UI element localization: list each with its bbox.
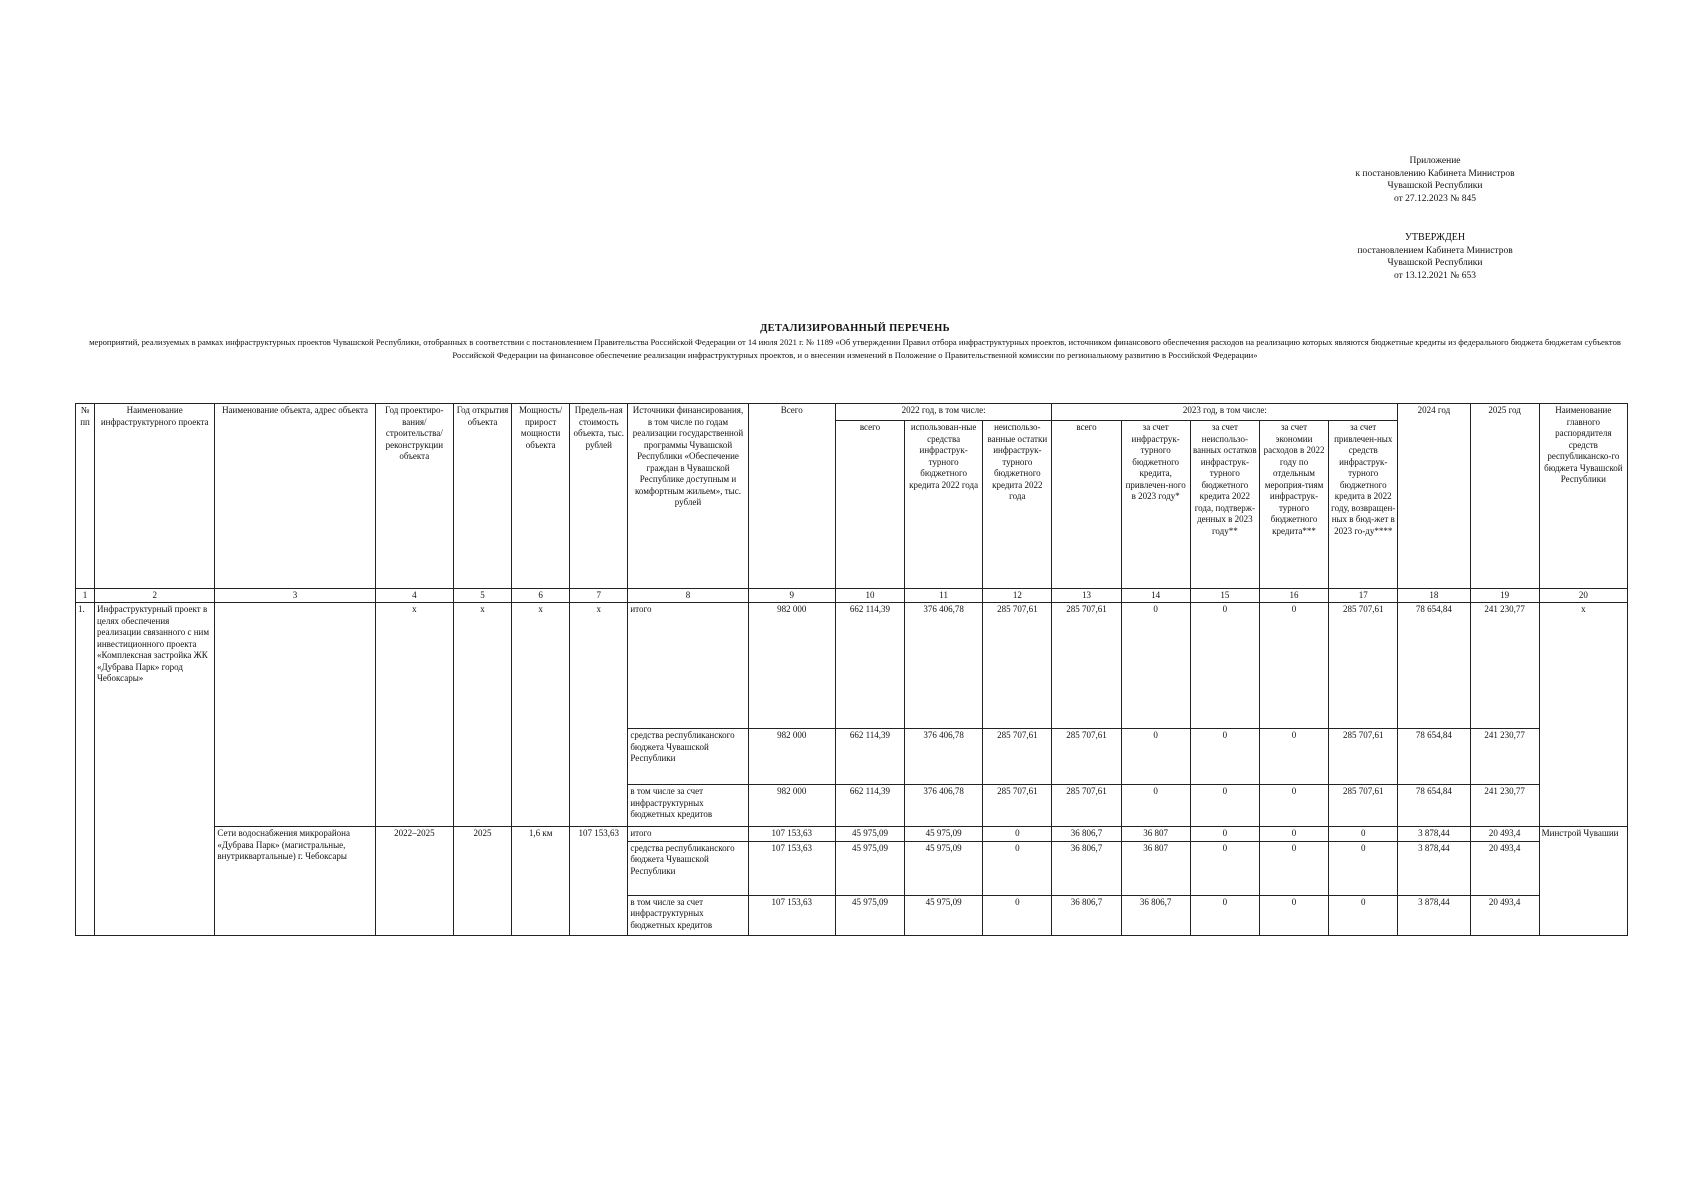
value-cell: 20 493,4 (1470, 895, 1539, 935)
table-row (76, 827, 1628, 842)
column-number: 4 (375, 589, 453, 603)
column-number: 19 (1470, 589, 1539, 603)
appendix-line: к постановлению Кабинета Министров (1355, 168, 1515, 179)
column-number: 17 (1329, 589, 1398, 603)
appendix-block (1290, 155, 1580, 205)
value-cell: 3 878,44 (1398, 841, 1470, 895)
value-cell: 285 707,61 (1052, 785, 1121, 827)
approved-heading: УТВЕРЖДЕН (1404, 232, 1466, 243)
value-cell: 0 (1329, 895, 1398, 935)
column-number: 13 (1052, 589, 1121, 603)
header-cell: Мощность/ прирост мощности объекта (512, 404, 570, 589)
value-cell: 0 (1259, 729, 1328, 785)
value-cell: 285 707,61 (983, 785, 1052, 827)
column-number: 9 (748, 589, 835, 603)
funding-source: средства республиканского бюджета Чувашской Республики (628, 729, 748, 785)
value-cell: 0 (983, 841, 1052, 895)
value-cell: 376 406,78 (905, 603, 983, 729)
column-number: 2 (95, 589, 215, 603)
value-cell: 78 654,84 (1398, 603, 1470, 729)
project-number: 1. (76, 603, 95, 936)
max-cost: 107 153,63 (570, 827, 628, 936)
approved-line: Чувашской Республики (1387, 258, 1483, 268)
funding-source: в том числе за счет инфраструктурных бюджетных кредитов (628, 785, 748, 827)
approved-block (1290, 232, 1580, 282)
value-cell: 107 153,63 (748, 841, 835, 895)
value-cell: 45 975,09 (835, 841, 904, 895)
document-title: ДЕТАЛИЗИРОВАННЫЙ ПЕРЕЧЕНЬ (760, 323, 950, 334)
value-cell: 45 975,09 (905, 895, 983, 935)
column-number: 15 (1190, 589, 1259, 603)
column-number: 1 (76, 589, 95, 603)
value-cell: 20 493,4 (1470, 827, 1539, 842)
manager: х (1539, 603, 1627, 827)
value-cell: 241 230,77 (1470, 603, 1539, 729)
funding-source: средства республиканского бюджета Чувашской Республики (628, 841, 748, 895)
value-cell: 0 (1190, 841, 1259, 895)
value-cell: 0 (1329, 827, 1398, 842)
year-design: 2022–2025 (375, 827, 453, 936)
column-number: 11 (905, 589, 983, 603)
value-cell: 0 (1190, 729, 1259, 785)
value-cell: 285 707,61 (1052, 729, 1121, 785)
header-cell-2022: 2022 год, в том числе: (835, 404, 1052, 421)
column-number: 14 (1121, 589, 1190, 603)
object-name: Сети водоснабжения микрорайона «Дубрава Парк» (магистральные, внутриквартальные) г. Чебоксары (215, 827, 375, 936)
value-cell: 982 000 (748, 729, 835, 785)
year-design: х (375, 603, 453, 827)
appendix-line: от 27.12.2023 № 845 (1394, 193, 1476, 204)
table-row (76, 603, 1628, 729)
value-cell: 0 (1259, 603, 1328, 729)
header-cell: Наименование инфраструктурного проекта (95, 404, 215, 589)
value-cell: 45 975,09 (905, 841, 983, 895)
approved-line: постановлением Кабинета Министров (1357, 245, 1513, 256)
value-cell: 0 (983, 827, 1052, 842)
header-cell: Предель-ная стоимость объекта, тыс. рублей (570, 404, 628, 589)
value-cell: 0 (1329, 841, 1398, 895)
column-number: 18 (1398, 589, 1470, 603)
value-cell: 0 (1121, 729, 1190, 785)
header-row (76, 404, 1628, 421)
project-name: Инфраструктурный проект в целях обеспечения реализации связанного с ним инвестиционного проекта «Комплексная застройка ЖК «Дубрава Парк» город Чебоксары» (95, 603, 215, 936)
value-cell: 0 (1190, 895, 1259, 935)
header-cell: Источники финансирования, в том числе по годам реализации государственной программы Чувашской Республики «Обеспечение граждан в Чувашской Республике доступным и комфортным жильем», тыс. рублей (628, 404, 748, 589)
column-number: 3 (215, 589, 375, 603)
year-open: х (453, 603, 511, 827)
header-cell: Всего (748, 404, 835, 589)
value-cell: 982 000 (748, 785, 835, 827)
value-cell: 36 806,7 (1052, 827, 1121, 842)
funding-source: в том числе за счет инфраструктурных бюджетных кредитов (628, 895, 748, 935)
detailed-list-table (75, 403, 1628, 936)
value-cell: 982 000 (748, 603, 835, 729)
value-cell: 20 493,4 (1470, 841, 1539, 895)
header-cell: неиспользо-ванные остатки инфраструк-турного бюджетного кредита 2022 года (983, 421, 1052, 589)
value-cell: 241 230,77 (1470, 785, 1539, 827)
value-cell: 0 (1190, 603, 1259, 729)
header-cell: всего (835, 421, 904, 589)
value-cell: 376 406,78 (905, 729, 983, 785)
funding-source: итого (628, 603, 748, 729)
column-number: 20 (1539, 589, 1627, 603)
value-cell: 0 (1121, 603, 1190, 729)
approved-line: от 13.12.2021 № 653 (1394, 270, 1476, 281)
value-cell: 285 707,61 (1329, 729, 1398, 785)
value-cell: 36 806,7 (1121, 895, 1190, 935)
value-cell: 45 975,09 (835, 827, 904, 842)
header-cell: использован-ные средства инфраструк-турного бюджетного кредита 2022 года (905, 421, 983, 589)
column-number: 7 (570, 589, 628, 603)
value-cell: 0 (1121, 785, 1190, 827)
header-cell: Наименование объекта, адрес объекта (215, 404, 375, 589)
year-open: 2025 (453, 827, 511, 936)
header-cell: Год открытия объекта (453, 404, 511, 589)
value-cell: 36 806,7 (1052, 841, 1121, 895)
header-cell: за счет неиспользо-ванных остатков инфраструк-турного бюджетного кредита 2022 года, подтверж-денных в 2023 году** (1190, 421, 1259, 589)
value-cell: 285 707,61 (1052, 603, 1121, 729)
value-cell: 45 975,09 (835, 895, 904, 935)
column-number-row (76, 589, 1628, 603)
max-cost: х (570, 603, 628, 827)
value-cell: 107 153,63 (748, 895, 835, 935)
header-cell: за счет привлечен-ных средств инфраструк-турного бюджетного кредита в 2022 году, возвращен-ных в бюд-жет в 2023 го-ду**** (1329, 421, 1398, 589)
column-number: 8 (628, 589, 748, 603)
object-name-empty (215, 603, 375, 827)
value-cell: 662 114,39 (835, 603, 904, 729)
value-cell: 241 230,77 (1470, 729, 1539, 785)
header-cell: Год проектиро-вания/ строительства/ реконструкции объекта (375, 404, 453, 589)
value-cell: 3 878,44 (1398, 827, 1470, 842)
value-cell: 285 707,61 (1329, 603, 1398, 729)
header-cell: 2025 год (1470, 404, 1539, 589)
capacity: х (512, 603, 570, 827)
column-number: 6 (512, 589, 570, 603)
appendix-line: Приложение (1409, 156, 1461, 166)
header-cell: Наименование главного распорядителя средств республиканско-го бюджета Чувашской Республики (1539, 404, 1627, 589)
value-cell: 285 707,61 (983, 729, 1052, 785)
header-cell: всего (1052, 421, 1121, 589)
value-cell: 0 (1190, 785, 1259, 827)
header-cell: 2024 год (1398, 404, 1470, 589)
value-cell: 36 806,7 (1052, 895, 1121, 935)
value-cell: 0 (1259, 785, 1328, 827)
value-cell: 376 406,78 (905, 785, 983, 827)
header-cell-2023: 2023 год, в том числе: (1052, 404, 1398, 421)
value-cell: 36 807 (1121, 827, 1190, 842)
column-number: 12 (983, 589, 1052, 603)
column-number: 16 (1259, 589, 1328, 603)
column-number: 10 (835, 589, 904, 603)
capacity: 1,6 км (512, 827, 570, 936)
value-cell: 36 807 (1121, 841, 1190, 895)
document-subtitle: мероприятий, реализуемых в рамках инфраструктурных проектов Чувашской Республики, отобранных в соответствии с постановлением Правительства Российской Федерации от 14 июля 2021 г. № 1189 «Об утверждении Правил отбора инфраструктурных проектов, источником финансового обеспечения расходов на реализацию которых являются бюджетные кредиты из федерального бюджета бюджетам субъектов Российской Федерации на финансовое обеспечение реализации инфраструктурных проектов, и о внесении изменений в Положение о Правительственной комиссии по региональному развитию в Российской Федерации» (89, 337, 1621, 360)
value-cell: 662 114,39 (835, 729, 904, 785)
manager: Минстрой Чувашии (1539, 827, 1627, 936)
value-cell: 285 707,61 (1329, 785, 1398, 827)
header-cell: за счет экономии расходов в 2022 году по отдельным мероприя-тиям инфраструк-турного бюджетного кредита*** (1259, 421, 1328, 589)
value-cell: 0 (983, 895, 1052, 935)
header-cell: за счет инфраструк-турного бюджетного кредита, привлечен-ного в 2023 году* (1121, 421, 1190, 589)
title-block (75, 323, 1635, 362)
value-cell: 78 654,84 (1398, 785, 1470, 827)
funding-source: итого (628, 827, 748, 842)
value-cell: 0 (1259, 841, 1328, 895)
value-cell: 78 654,84 (1398, 729, 1470, 785)
value-cell: 0 (1259, 895, 1328, 935)
header-cell: № пп (76, 404, 95, 589)
column-number: 5 (453, 589, 511, 603)
value-cell: 107 153,63 (748, 827, 835, 842)
value-cell: 0 (1190, 827, 1259, 842)
value-cell: 662 114,39 (835, 785, 904, 827)
value-cell: 3 878,44 (1398, 895, 1470, 935)
value-cell: 0 (1259, 827, 1328, 842)
appendix-line: Чувашской Республики (1387, 181, 1483, 191)
value-cell: 45 975,09 (905, 827, 983, 842)
value-cell: 285 707,61 (983, 603, 1052, 729)
